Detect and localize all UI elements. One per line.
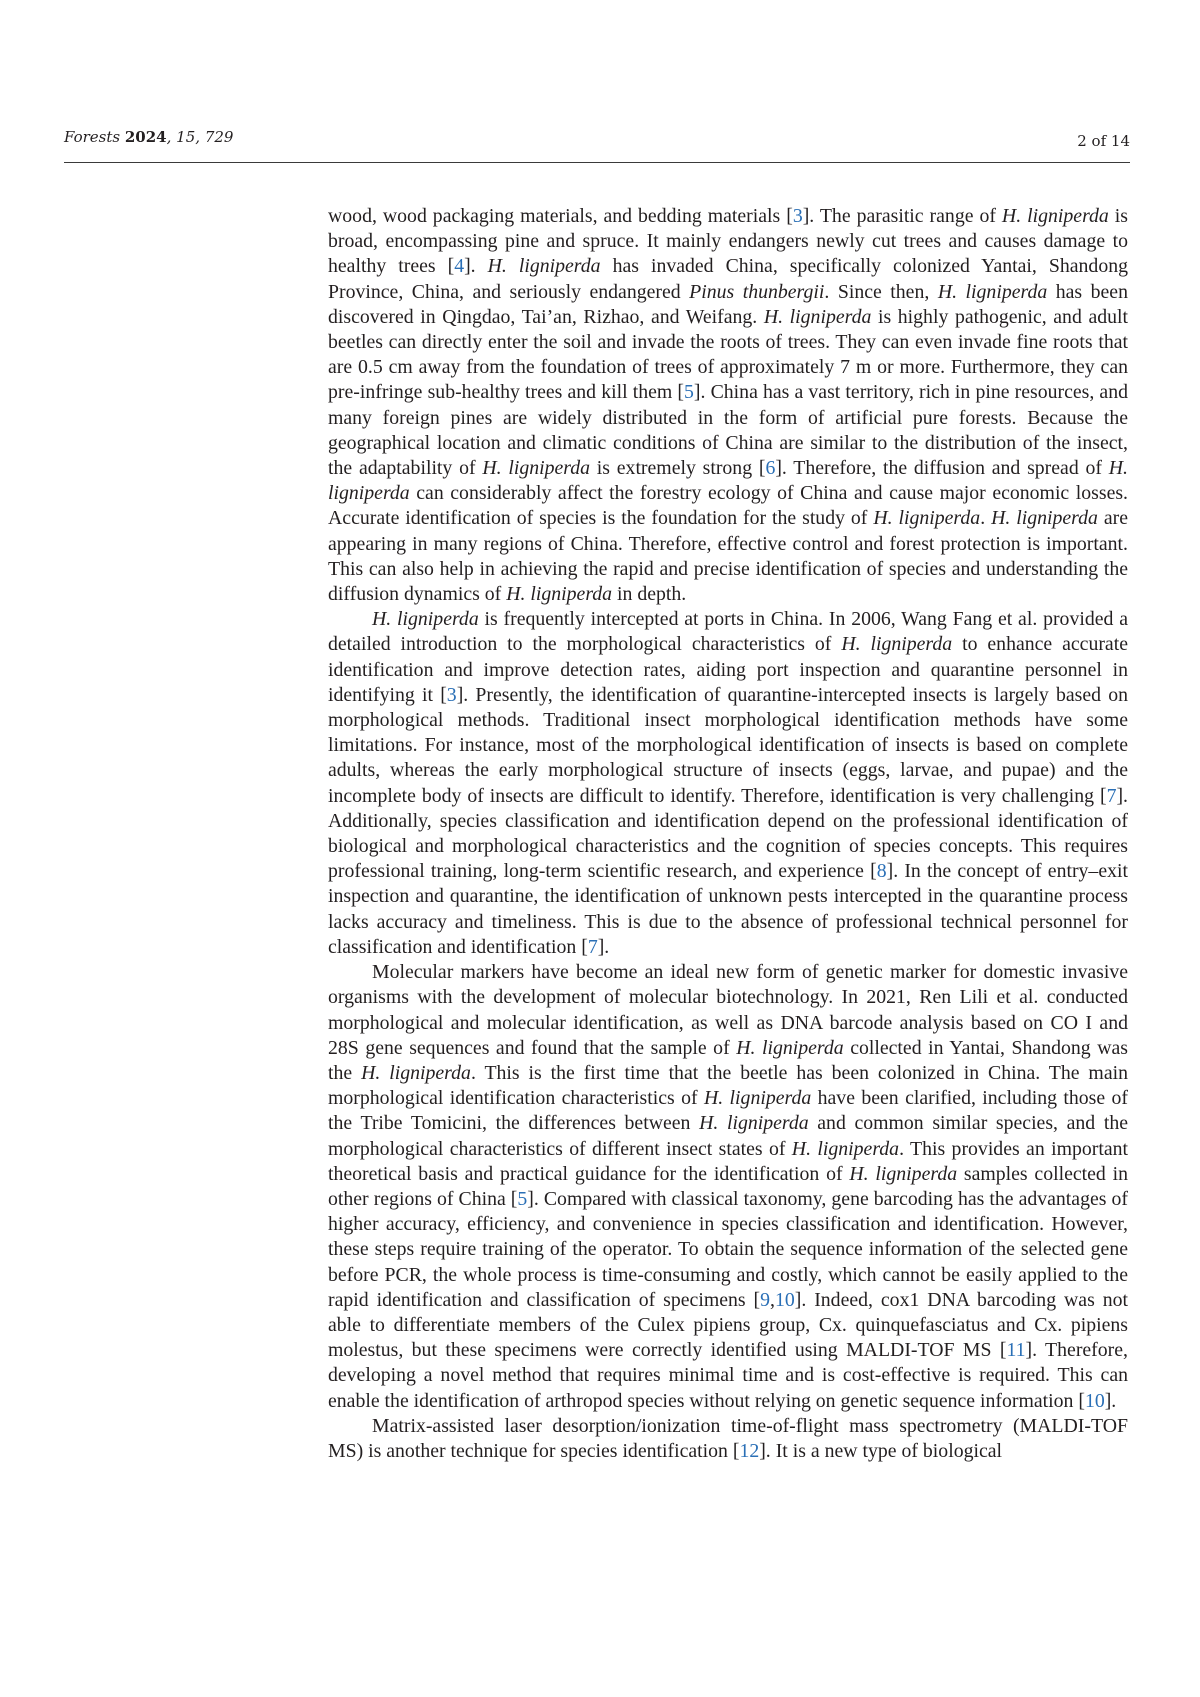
text-run: Matrix-assisted laser desorption/ionization time-of-flight mass spectrometry (MALDI-TOF MS) is another technique for species identification [ [328, 1414, 1128, 1462]
italic-term: H. ligniperda [328, 457, 1128, 505]
paragraph-p1 [328, 204, 1128, 607]
italic-term: H. ligniperda [791, 1137, 900, 1160]
italic-term: H. ligniperda [699, 1112, 809, 1135]
journal-volume: 15 [176, 128, 196, 146]
text-run: and common similar species, and the morphological characteristics of different insect states of [328, 1112, 1128, 1160]
text-run: in depth. [612, 583, 687, 606]
article-body [328, 204, 1128, 1464]
text-run: has invaded China, specifically colonized Yantai, Shandong Province, China, and seriously endangered [328, 255, 1128, 303]
text-run: are appearing in many regions of China. Therefore, effective control and forest protection is important. This can also help in achieving the rapid and precise identification of species and understanding the diffusion dynamics of [328, 507, 1129, 606]
journal-citation: Forests 2024, 15, 729 [64, 128, 234, 146]
citation-link[interactable]: 12 [739, 1439, 760, 1462]
paragraph-p3 [328, 960, 1128, 1414]
paragraph-p4 [328, 1414, 1128, 1464]
text-run: . [980, 507, 992, 530]
page-number: 2 of 14 [1077, 132, 1130, 150]
text-run: ]. [597, 935, 610, 958]
citation-link[interactable]: 10 [1084, 1389, 1105, 1412]
text-run: , [770, 1288, 775, 1311]
italic-term: H. ligniperda [487, 255, 601, 278]
citation-link[interactable]: 11 [1006, 1339, 1026, 1362]
italic-term: H. ligniperda [372, 608, 479, 631]
italic-term: H. ligniperda [849, 1162, 958, 1185]
italic-term: H. ligniperda [506, 583, 613, 606]
italic-term: H. ligniperda [736, 1036, 844, 1059]
italic-term: H. ligniperda [703, 1087, 812, 1110]
text-run: ]. Compared with classical taxonomy, gene barcoding has the advantages of higher accuracy, efficiency, and convenience in species classification and identification. However, these steps require training of the operator. To obtain the sequence information of the selected gene before PCR, the whole process is time-consuming and costly, which cannot be easily applied to the rapid identification and classification of specimens [ [328, 1187, 1128, 1311]
citation-link[interactable]: 4 [454, 255, 465, 278]
citation-link[interactable]: 8 [876, 860, 887, 883]
citation-link[interactable]: 9 [760, 1288, 770, 1311]
text-run: collected in Yantai, Shandong was the [328, 1036, 1128, 1084]
text-run: samples collected in other regions of China [ [328, 1162, 1128, 1210]
page-header [64, 128, 1130, 163]
text-run: . This is the first time that the beetle has been colonized in China. The main morphological identification characteristics of [328, 1061, 1128, 1110]
italic-term: H. ligniperda [991, 507, 1098, 530]
citation-link[interactable]: 3 [446, 683, 457, 706]
italic-term: H. ligniperda [873, 507, 981, 530]
italic-term: H. ligniperda [361, 1061, 471, 1084]
text-run: ]. It is a new type of biological [759, 1439, 1003, 1462]
text-run: Molecular markers have become an ideal new form of genetic marker for domestic invasive organisms with the development of molecular biotechnology. In 2021, Ren Lili et al. conducted morphological and molecular identification, as well as DNA barcode analysis based on CO I and 28S gene sequences and found that the sample of [328, 961, 1128, 1059]
text-run: ]. The parasitic range of [802, 205, 1002, 227]
citation-link[interactable]: 7 [587, 935, 598, 958]
italic-term: H. ligniperda [1001, 205, 1109, 227]
italic-term: Pinus thunbergii [689, 280, 825, 303]
text-run: ]. Therefore, the diffusion and spread of [775, 457, 1109, 480]
italic-term: H. ligniperda [841, 633, 953, 656]
text-run: to enhance accurate identification and improve detection rates, aiding port inspection and quarantine personnel in identifying it [ [328, 633, 1128, 706]
citation-link[interactable]: 3 [792, 205, 803, 227]
text-run: is broad, encompassing pine and spruce. It mainly endangers newly cut trees and causes damage to healthy trees [ [328, 205, 1128, 278]
article-number: 729 [204, 128, 234, 146]
citation-link[interactable]: 5 [684, 381, 694, 404]
text-run: ]. Presently, the identification of quarantine-intercepted insects is largely based on morphological methods. Traditional insect morphological identification methods have some limitations. For instance, most of the morphological identification of insects is based on complete adults, whereas the early morphological structure of insects (eggs, larvae, and pupae) and the incomplete body of insects are difficult to identify. Therefore, identification is very challenging [ [328, 683, 1128, 807]
italic-term: H. ligniperda [937, 280, 1048, 303]
italic-term: H. ligniperda [482, 457, 591, 480]
citation-link[interactable]: 7 [1106, 784, 1117, 807]
text-run: ]. Additionally, species classification and identification depend on the professional identification of biological and morphological characteristics and the cognition of species concepts. This requires professional training, long-term scientific research, and experience [ [328, 784, 1128, 883]
text-run: . This provides an important theoretical basis and practical guidance for the identification of [328, 1137, 1128, 1185]
text-run: ]. Indeed, cox1 DNA barcoding was not able to differentiate members of the Culex pipiens group, Cx. quinquefasciatus and Cx. pipiens molestus, but these specimens were correctly identified using MALDI-TOF MS [ [328, 1288, 1128, 1362]
text-run: ]. [1104, 1389, 1117, 1412]
citation-link[interactable]: 10 [774, 1288, 795, 1311]
text-run: wood, wood packaging materials, and bedding materials [ [328, 205, 793, 227]
text-run: can considerably affect the forestry ecology of China and cause major economic losses. Accurate identification of species is the foundation for the study of [328, 482, 1128, 530]
text-run: ]. Therefore, developing a novel method that requires minimal time and is cost-effective is required. This can enable the identification of arthropod species without relying on genetic sequence information [ [328, 1339, 1128, 1412]
text-run: . Since then, [824, 280, 938, 303]
text-run: is frequently intercepted at ports in China. In 2006, Wang Fang et al. provided a detailed introduction to the morphological characteristics of [328, 608, 1128, 656]
paragraph-p2 [328, 607, 1128, 960]
italic-term: H. ligniperda [763, 305, 872, 328]
text-run: ]. China has a vast territory, rich in pine resources, and many foreign pines are widely distributed in the form of artificial pure forests. Because the geographical location and climatic conditions of China are similar to the distribution of the insect, the adaptability of [328, 381, 1128, 480]
citation-link[interactable]: 6 [765, 457, 776, 480]
text-run: has been discovered in Qingdao, Tai’an, Rizhao, and Weifang. [328, 280, 1128, 328]
text-run: is highly pathogenic, and adult beetles can directly enter the soil and invade the roots of trees. They can even invade fine roots that are 0.5 cm away from the foundation of trees of approximately 7 m or more. Furthermore, they can pre-infringe sub-healthy trees and kill them [ [328, 305, 1128, 404]
text-run: is extremely strong [ [590, 457, 766, 480]
citation-link[interactable]: 5 [517, 1187, 528, 1210]
text-run: have been clarified, including those of the Tribe Tomicini, the differences between [328, 1087, 1128, 1135]
journal-year: 2024 [124, 128, 167, 146]
text-run: ]. [464, 255, 488, 278]
text-run: ]. In the concept of entry–exit inspection and quarantine, the identification of unknown pests intercepted in the quarantine process lacks accuracy and timeliness. This is due to the absence of professional technical personnel for classification and identification [ [328, 860, 1128, 958]
journal-name: Forests [64, 128, 121, 146]
